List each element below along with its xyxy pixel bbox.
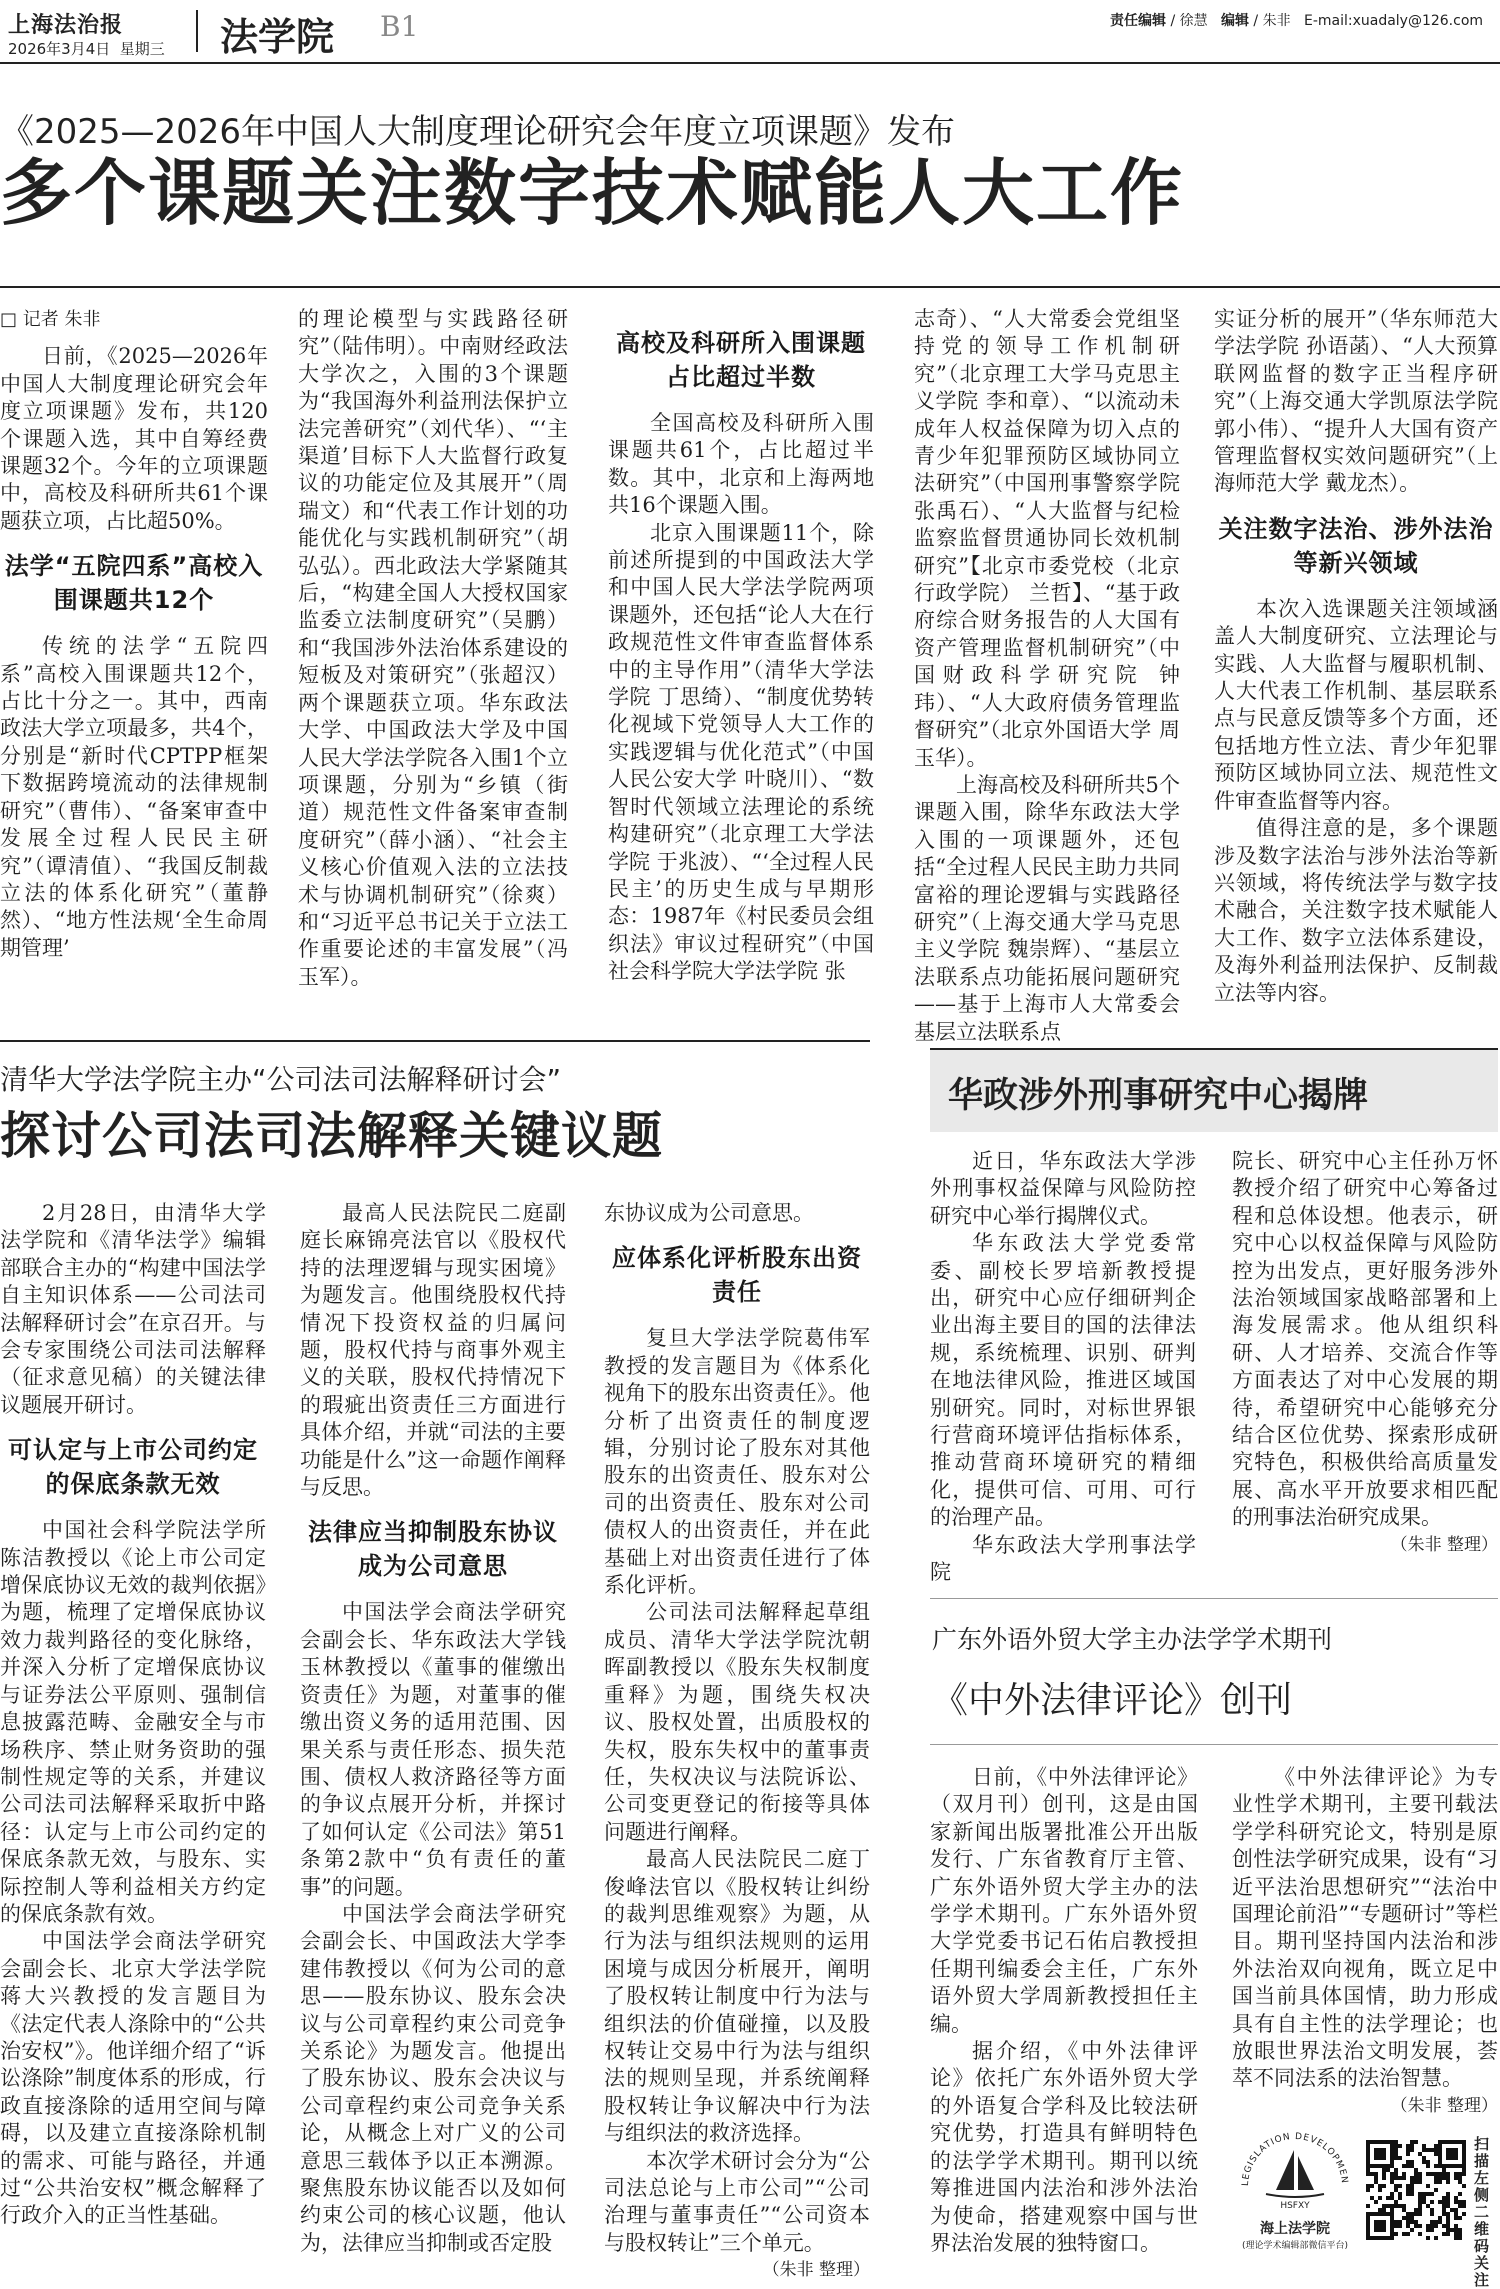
- qr-code[interactable]: [1366, 2140, 1466, 2240]
- article1-col5-p1: 实证分析的展开”（华东师范大学法学院 孙语菡）、“人大预算联网监督的数字正当程序研究”（上海交通大学凯原法学院 郭小伟）、“提升人大国有资产管理监督权实效问题研究”（上海师范大学 戴龙杰）。: [1214, 307, 1498, 496]
- article3-banner: [930, 1048, 1498, 1132]
- page-number: B1: [380, 10, 419, 43]
- article1-subhead1: 法学“五院四系”高校入围课题共12个: [4, 552, 264, 615]
- logo-arc-text: LEGISLATION DEVELOPMEN: [1240, 2131, 1350, 2187]
- article4-col1-p1: 日前，《中外法律评论》（双月刊）创刊，这是由国家新闻出版署批准公开出版发行、广东省教育厅主管、广东外语外贸大学主办的法学学术期刊。广东外语外贸大学党委书记石佑启教授担任期刊编委会主任，广东外语外贸大学周新教授担任主编。: [930, 1765, 1198, 2036]
- article2-col2-p3: 中国法学会商法学研究会副会长、中国政法大学李建伟教授以《何为公司的意思——股东协议、股东会决议与公司章程约束公司竞争关系论》为题发言。他提出了股东协议、股东会决议与公司章程约束公司竞争关系论，从概念上对广义的公司意思三载体予以正本溯源。聚焦股东协议能否以及如何约束公司的核心议题，他认为，法律应当抑制或否定股: [300, 1901, 566, 2255]
- qr-caption: 扫描左侧二维码关注: [1474, 2135, 1490, 2289]
- article1-col3-p2: 北京入围课题11个，除前述所提到的中国政法大学和中国人民大学法学院两项课题外，还包括“论人大在行政规范性文件审查监督体系中的主导作用”（清华大学法学院 丁思绮）、“制度优势转化视域下党领导人大工作的实践逻辑与优化范式”（中国人民公安大学 叶晓川）、“数智时代领域立法理论的系统构建研究”（北京理工大学法学院 于兆波）、“‘全过程人民民主’的历史生成与早期形态：1987年《村民委员会组织法》审议过程研究”（中国社会科学院大学法学院 张: [608, 520, 874, 984]
- logo-abbr: HSFXY: [1280, 2201, 1310, 2211]
- article3-col1: [930, 1148, 1196, 1587]
- article2-col3-p4: 最高人民法院民二庭丁俊峰法官以《股权转让纠纷的裁判思维观察》为题，从行为法与组织法规则的运用困境与成因分析展开，阐明了股权转让制度中行为法与组织法的价值碰撞，以及股权转让交易中行为法与组织法的规则呈现，并系统阐释股权转让争议解决中行为法与组织法的救济选择。: [604, 1847, 870, 2146]
- article1-subhead3: 关注数字法治、涉外法治等新兴领域: [1218, 514, 1494, 577]
- section-name: 法学院: [220, 15, 335, 59]
- article2-subhead1: 可认定与上市公司约定的保底条款无效: [8, 1436, 258, 1499]
- article3-col2: [1232, 1148, 1498, 1559]
- article2-col3-p3: 公司法司法解释起草组成员、清华大学法学院沈朝晖副教授以《股东失权制度重释》为题，围绕失权决议、股权处置，出质股权的失权，股东失权中的董事责任，失权决议与法院诉讼、公司变更登记的衔接等具体问题进行阐释。: [604, 1600, 870, 1844]
- qr-code-icon: [1366, 2140, 1466, 2240]
- article2-sign: （朱非 整理）: [762, 2260, 870, 2281]
- article4-sign: （朱非 整理）: [1390, 2095, 1498, 2116]
- article2-col2: [300, 1200, 566, 2257]
- editor-info: 责任编辑 / 徐慧 编辑 / 朱非 E-mail:xuadaly@126.com: [1110, 13, 1484, 29]
- article2-headline: 探讨公司法司法解释关键议题: [0, 1106, 663, 1165]
- article1-col5: [1214, 306, 1498, 1007]
- sail-emblem-icon: [1236, 2128, 1354, 2214]
- article3-col1-p1: 近日，华东政法大学涉外刑事权益保障与风险防控研究中心举行揭牌仪式。: [930, 1149, 1196, 1228]
- article2-col1-p3: 中国法学会商法学研究会副会长、北京大学法学院蒋大兴教授的发言题目为《法定代表人涤除中的“公共治安权”》。他详细介绍了“诉讼涤除”制度体系的形成，行政直接涤除的适用空间与障碍，以及建立直接涤除机制的需求、可能与路径，并通过“公共治安权”概念解释了行政介入的正当性基础。: [0, 1929, 266, 2228]
- article2-subhead2: 法律应当抑制股东协议成为公司意思: [308, 1518, 558, 1581]
- article1-col1-p2: 传统的法学“五院四系”高校入围课题共12个，占比十分之一。其中，西南政法大学立项最多，共4个，分别是“新时代CPTPP框架下数据跨境流动的法律规制研究”（曹伟）、“备案审查中发展全过程人民民主研究”（谭清值）、“我国反制裁立法的体系化研究”（董静然）、“地方性法规‘全生命周期管理’: [0, 634, 268, 960]
- copy-editor-name: 朱非: [1262, 13, 1291, 29]
- article4-col1-p2: 据介绍，《中外法律评论》依托广东外语外贸大学的外语复合学科及比较法研究优势，打造具有鲜明特色的法学学术期刊。期刊以统筹推进国内法治和涉外法治为使命，搭建观察中国与世界法治发展的独特窗口。: [930, 2039, 1198, 2255]
- article1-top-rule: [0, 286, 1500, 288]
- article1-headline: 多个课题关注数字技术赋能人大工作: [0, 150, 1185, 235]
- article4-col1: [930, 1764, 1198, 2257]
- issue-date: 2026年3月4日 星期三: [8, 40, 165, 58]
- article2-top-rule: [0, 1040, 870, 1042]
- article2-col2-p2: 中国法学会商法学研究会副会长、华东政法大学钱玉林教授以《董事的催缴出资责任》为题，对董事的催缴出资义务的适用范围、因果关系与责任形态、损失范围、债权人救济路径等方面的争议点展开分析，并探讨了如何认定《公司法》第51条第2款中“负有责任的董事”的问题。: [300, 1600, 566, 1899]
- article1-col4: [914, 306, 1180, 1046]
- article1-col1: [0, 306, 268, 962]
- article1-col4-p1: 志奇）、“人大常委会党组坚持党的领导工作机制研究”（北京理工大学马克思主义学院 李和章）、“以流动未成年人权益保障为切入点的青少年犯罪预防区域协同立法研究”（中国刑事警察学院 张禹石）、“人大监督与纪检监察监督贯通协同长效机制研究”【北京市委党校（北京行政学院） 兰哲】、“基于政府综合财务报告的人大国有资产管理监督机制研究”（中国财政科学研究院 钟玮）、“人大政府债务管理监督研究”（北京外国语大学 周玉华）。: [914, 307, 1180, 770]
- article4-col2: [1232, 1764, 1498, 2120]
- article3-sign: （朱非 整理）: [1390, 1534, 1498, 1555]
- logo-tagline: (理论学术编辑部微信平台): [1241, 2241, 1349, 2251]
- article2-subhead3: 应体系化评析股东出资责任: [612, 1244, 862, 1307]
- article1-col1-p1: 日前，《2025—2026年中国人大制度理论研究会年度立项课题》发布，共120个课题入选，其中自筹经费课题32个。今年的立项课题中，高校及科研所共61个课题获立项，占比超50%。: [0, 344, 268, 533]
- publisher-logo: [1236, 2128, 1354, 2251]
- copy-editor-label: 编辑: [1220, 13, 1249, 29]
- article1-col3: [608, 306, 874, 986]
- header-divider: [196, 10, 198, 52]
- article4-col2-p1: 《中外法律评论》为专业性学术期刊，主要刊载法学学科研究论文，特别是原创性法学研究成果，设有“习近平法治思想研究”“法治中国理论前沿”“专题研讨”等栏目。期刊坚持国内法治和涉外法治双向视角，既立足中国当前具体国情，助力形成具有自主性的法学理论；也放眼世界法治文明发展，荟萃不同法系的法治智慧。: [1232, 1765, 1498, 2091]
- article1-col2: [298, 306, 568, 991]
- article3-col1-p2: 华东政法大学党委常委、副校长罗培新教授提出，研究中心应仔细研判企业出海主要目的国的法律法规，系统梳理、识别、研判在地法律风险，推进区域国别研究。同时，对标世界银行营商环境评估指标体系，推动营商环境研究的精细化，提供可信、可用、可行的治理产品。: [930, 1231, 1196, 1530]
- article4-headline-rule: [930, 1744, 1498, 1745]
- article2-kicker: 清华大学法学院主办“公司法司法解释研讨会”: [0, 1063, 562, 1096]
- article1-byline: □ 记者 朱非: [0, 309, 101, 330]
- article4-headline: 《中外法律评论》创刊: [932, 1680, 1293, 1721]
- paper-name: 上海法治报: [8, 12, 124, 38]
- article2-col3-p5: 本次学术研讨会分为“公司法总论与上市公司”“公司治理与董事责任”“公司资本与股权转让”三个单元。: [604, 2148, 870, 2255]
- article3-headline: 华政涉外刑事研究中心揭牌: [948, 1076, 1369, 1116]
- article2-col2-p1: 最高人民法院民二庭副庭长麻锦亮法官以《股权代持的法理逻辑与现实困境》为题发言。他围绕股权代持情况下投资权益的归属问题，股权代持与商事外观主义的关联，股权代持情况下的瑕疵出资责任三方面进行具体介绍，并就“司法的主要功能是什么”这一命题作阐释与反思。: [300, 1201, 566, 1500]
- article1-kicker: 《2025—2026年中国人大制度理论研究会年度立项课题》发布: [0, 112, 956, 152]
- article4-kicker: 广东外语外贸大学主办法学学术期刊: [932, 1625, 1333, 1654]
- article2-col3: [604, 1200, 870, 2285]
- page-header: [0, 0, 1500, 64]
- article1-col3-p1: 全国高校及科研所入围课题共61个，占比超过半数。其中，北京和上海两地共16个课题入围。: [608, 411, 874, 518]
- article1-col2-p1: 的理论模型与实践路径研究”（陆伟明）。中南财经政法大学次之，入围的3个课题为“我国海外利益刑法保护立法完善研究”（刘代华）、“‘主渠道’目标下人大监督行政复议的功能定位及其展开”（周瑞文）和“代表工作计划的功能优化与实践机制研究”（胡弘弘）。西北政法大学紧随其后，“构建全国人大授权国家监委立法制度研究”（吴鹏）和“我国涉外法治体系建设的短板及对策研究”（张超汉）两个课题获立项。华东政法大学、中国政法大学及中国人民大学法学院各入围1个立项课题，分别为“乡镇（街道）规范性文件备案审查制度研究”（薛小涵）、“社会主义核心价值观入法的立法技术与协调机制研究”（徐爽）和“习近平总书记关于立法工作重要论述的丰富发展”（冯玉军）。: [298, 307, 568, 989]
- article3-col1-p3: 华东政法大学刑事法学院: [930, 1532, 1196, 1585]
- article3-col2-p1: 院长、研究中心主任孙万怀教授介绍了研究中心筹备过程和总体设想。他表示，研究中心以权益保障与风险防控为出发点，更好服务涉外法治领域国家战略部署和上海发展需求。他从组织科研、人才培养、交流合作等方面表达了对中心发展的期待，希望研究中心能够充分结合区位优势、探索形成研究特色，积极供给高质量发展、高水平开放要求相匹配的刑事法治研究成果。: [1232, 1149, 1498, 1530]
- logo-name: 海上法学院: [1260, 2221, 1330, 2237]
- article1-col5-p3: 值得注意的是，多个课题涉及数字法治与涉外法治等新兴领域，将传统法学与数字技术融合，关注数字技术赋能人大工作、数字立法体系建设，及海外利益刑法保护、反制裁立法等内容。: [1214, 816, 1498, 1005]
- article2-col1: [0, 1200, 266, 2230]
- article1-subhead2: 高校及科研所入围课题占比超过半数: [616, 329, 866, 391]
- article2-col1-p1: 2月28日，由清华大学法学院和《清华法学》编辑部联合主办的“构建中国法学自主知识体系——公司法司法解释研讨会”在京召开。与会专家围绕公司法司法解释（征求意见稿）的关键法律议题展开研讨。: [0, 1201, 266, 1417]
- editor-label: 责任编辑: [1110, 13, 1166, 29]
- article2-col1-p2: 中国社会科学院法学所陈洁教授以《论上市公司定增保底协议无效的裁判依据》为题，梳理了定增保底协议效力裁判路径的变化脉络，并深入分析了定增保底协议与证券法公平原则、强制信息披露范畴、金融安全与市场秩序、禁止财务资助的强制性规定等的关系，并建议公司法司法解释采取折中路径：认定与上市公司约定的保底条款无效，与股东、实际控制人等利益相关方约定的保底条款有效。: [0, 1518, 266, 1926]
- article4-top-rule: [930, 1598, 1498, 1599]
- article1-col4-p2: 上海高校及科研所共5个课题入围，除华东政法大学入围的一项课题外，还包括“全过程人民民主助力共同富裕的理论逻辑与实践路径研究”（上海交通大学马克思主义学院 魏崇辉）、“基层立法联系点功能拓展问题研究——基于上海市人大常委会基层立法联系点: [914, 772, 1180, 1044]
- editor-email: E-mail:xuadaly@126.com: [1303, 13, 1484, 29]
- article2-col3-p2: 复旦大学法学院葛伟军教授的发言题目为《体系化视角下的股东出资责任》。他分析了出资责任的制度逻辑，分别讨论了股东对其他股东的出资责任、股东对公司的出资责任、股东对公司债权人的出资责任，并在此基础上对出资责任进行了体系化评析。: [604, 1326, 870, 1598]
- article1-col5-p2: 本次入选课题关注领域涵盖人大制度研究、立法理论与实践、人大监督与履职机制、人大代表工作机制、基层联系点与民意反馈等多个方面，还包括地方性立法、青少年犯罪预防区域协同立法、规范性文件审查监督等内容。: [1214, 596, 1498, 813]
- editor-name: 徐慧: [1179, 13, 1208, 29]
- article2-col3-p1: 东协议成为公司意思。: [604, 1201, 814, 1225]
- header-rule: [0, 62, 1500, 64]
